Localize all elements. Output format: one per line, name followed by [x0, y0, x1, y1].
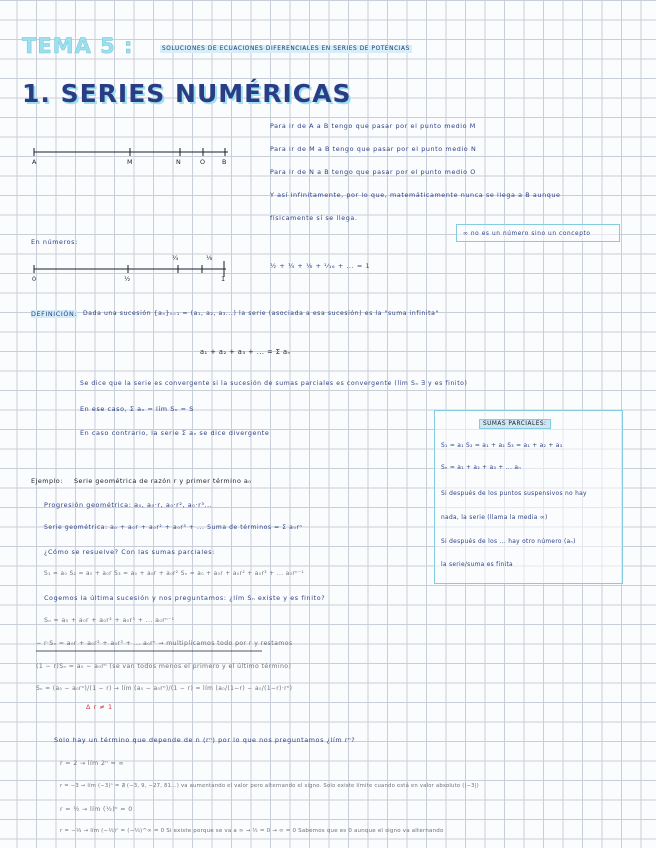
- r-condition: Δ r ≠ 1: [86, 703, 113, 711]
- point-label-b: B: [222, 158, 227, 166]
- partial-sums-line: nada, la serie (llama la media ∞): [441, 515, 548, 521]
- intro-line: Y así infinitamente, por lo que, matemáticamente nunca se llega a B aunque: [270, 191, 561, 199]
- number-label-1: 1: [221, 275, 226, 283]
- example-line: Cogemos la última sucesión y nos preguntamos: ¿lím Sₙ existe y es finito?: [44, 594, 326, 602]
- point-label-a: A: [32, 158, 37, 166]
- intro-line: Para ir de A a B tengo que pasar por el punto medio M: [270, 122, 476, 130]
- partial-sums-title: SUMAS PARCIALES:: [479, 419, 551, 429]
- example-line: ¿Cómo se resuelve? Con las sumas parciales:: [44, 548, 215, 556]
- partial-sums-line: Sₙ = a₁ + a₂ + a₃ + ... aₙ: [441, 465, 521, 471]
- series-formula: a₁ + a₂ + a₃ + ... = Σ aₙ: [200, 348, 291, 356]
- point-label-n: N: [176, 158, 182, 166]
- chapter-title: TEMA 5 :: [22, 34, 134, 58]
- convergence-line: En ese caso, Σ aₙ = lím Sₙ = S: [80, 405, 194, 413]
- example-title: Serie geométrica de razón r y primer término a₀: [74, 477, 252, 485]
- example-label: Ejemplo:: [31, 477, 63, 485]
- example-line: Progresión geométrica: a₀, a₀·r, a₀·r², a₀·r³...: [44, 501, 213, 509]
- example-line: (1 − r)Sₙ = a₀ − a₀rⁿ (se van todos menos el primero y el último término): [36, 663, 292, 670]
- section-title: 1. SERIES NUMÉRICAS: [22, 79, 352, 108]
- definition-label: DEFINICIÓN:: [31, 310, 78, 318]
- example-line: r = −3 → lím (−3)ⁿ = ∄ (−3, 9, −27, 81...) va aumentando el valor pero alternando el signo. Solo existe límite cuando está en valor absoluto (|−3|): [60, 783, 479, 789]
- intro-line: Para ir de N a B tengo que pasar por el punto medio O: [270, 168, 476, 176]
- example-line: r = ½ → lím (½)ⁿ = 0: [60, 806, 133, 813]
- example-line: − r·Sₙ = a₀r + a₀r² + a₀r³ + ... a₀rⁿ → multiplicamos todo por r y restamos: [36, 640, 293, 647]
- point-label-m: M: [127, 158, 134, 166]
- divergence-line: En caso contrario, la serie Σ aₙ se dice divergente: [80, 429, 270, 437]
- chapter-subtitle: SOLUCIONES DE ECUACIONES DIFERENCIALES EN SERIES DE POTENCIAS: [162, 46, 410, 52]
- partial-sums-line: S₁ = a₁ S₂ = a₁ + a₂ S₃ = a₁ + a₂ + a₃: [441, 443, 563, 449]
- point-label-o: O: [200, 158, 206, 166]
- partial-sums-line: la serie/suma es finita: [441, 562, 513, 568]
- example-line: r = 2 → lím 2ⁿ = ∞: [60, 760, 125, 767]
- geometric-sum: ½ + ¼ + ⅛ + ¹⁄₁₆ + ... = 1: [270, 262, 371, 270]
- number-label-0: 0: [32, 275, 37, 283]
- example-line: Serie geométrica: a₀ + a₀r + a₀r² + a₀r³ + ... Suma de términos = Σ a₀rⁿ: [44, 524, 303, 531]
- partial-sums-line: Si después de los ... hay otro número (aₙ): [441, 539, 576, 545]
- number-label-quarter: ¼: [172, 254, 179, 262]
- number-label-half: ½: [124, 275, 131, 283]
- convergence-line: Se dice que la serie es convergente si la sucesión de sumas parciales es convergente (lím Sₙ ∃ y es finito): [80, 380, 468, 387]
- example-line: r = −⅓ → lím (−⅓)ⁿ = (−⅓)^∞ = 0 Si existe porque se va a ∞ → ½ = 0 → ∞ = 0 Sabemos que es 0 aunque el signo va alternando: [60, 828, 444, 834]
- definition-text: Dada una sucesión {aₙ}ₙ₌₁ = (a₁, a₂, a₃...) la serie (asociada a esa sucesión) es la "suma infinita": [83, 310, 439, 317]
- partial-sums-box: [434, 410, 623, 584]
- example-line: S₁ = a₀ S₂ = a₀ + a₀r S₃ = a₀ + a₀r + a₀r² Sₙ = a₀ + a₀r + a₀r² + a₀r³ + ... a₀rⁿ⁻¹: [44, 571, 305, 577]
- intro-line: físicamente sí se llega.: [270, 214, 358, 222]
- intro-line: Para ir de M a B tengo que pasar por el punto medio N: [270, 145, 477, 153]
- number-label-eighth: ⅛: [206, 254, 213, 262]
- example-line: Sₙ = a₀ + a₀r + a₀r² + a₀r³ + ... a₀rⁿ⁻¹: [44, 617, 175, 624]
- partial-sums-line: Si después de los puntos suspensivos no hay: [441, 491, 587, 497]
- numbers-caption: En números:: [31, 238, 78, 246]
- infinity-note: ∞ no es un número sino un concepto: [456, 224, 620, 242]
- example-line: Sₙ = (a₀ − a₀rⁿ)/(1 − r) → lím (a₀ − a₀rⁿ)/(1 − r) = lím (a₀/(1−r) − a₀/(1−r)·rⁿ): [36, 686, 293, 692]
- example-line: Solo hay un término que depende de n (rⁿ) por lo que nos preguntamos ¿lím rⁿ?: [54, 736, 356, 744]
